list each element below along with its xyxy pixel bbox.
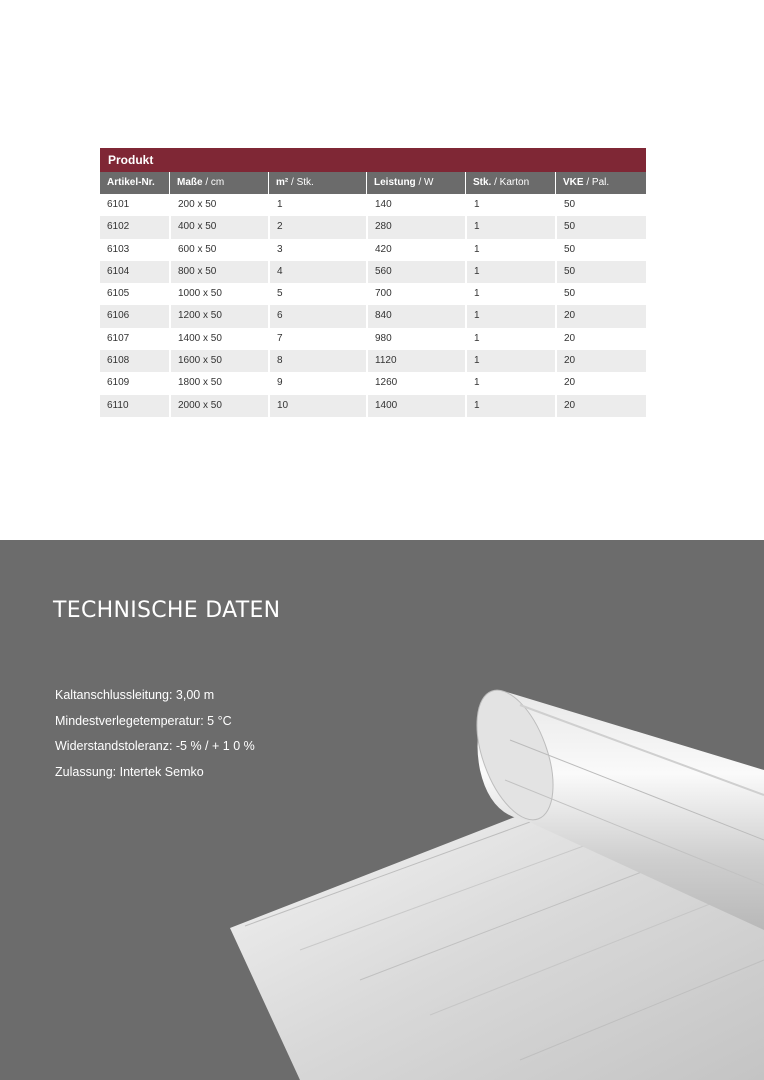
header-per-pallet: VKE / Pal.	[555, 172, 646, 194]
cell-article-no: 6102	[107, 221, 130, 233]
cell-dimensions: 600 x 50	[169, 239, 268, 261]
table-row	[100, 372, 646, 394]
cell-article-no: 6110	[107, 399, 129, 411]
cell-area: 1	[268, 194, 366, 216]
cell-per-carton: 1	[465, 372, 555, 394]
cell-dimensions: 1000 x 50	[169, 283, 268, 305]
cell-article-no: 6106	[107, 310, 130, 322]
cell-power: 840	[366, 305, 465, 327]
cell-area: 8	[268, 350, 366, 372]
table-row	[100, 350, 646, 372]
cell-area: 9	[268, 372, 366, 394]
cell-per-pallet: 20	[555, 305, 646, 327]
cell-per-pallet: 50	[555, 261, 646, 283]
cell-power: 700	[366, 283, 465, 305]
cell-area: 2	[268, 216, 366, 238]
cell-per-carton: 1	[465, 261, 555, 283]
cell-dimensions: 2000 x 50	[169, 395, 268, 417]
cell-article-no: 6104	[107, 265, 130, 277]
cell-power: 980	[366, 328, 465, 350]
cell-per-pallet: 20	[555, 350, 646, 372]
table-row	[100, 261, 646, 283]
table-header-row	[100, 172, 646, 194]
cell-area: 3	[268, 239, 366, 261]
table-title: Produkt	[100, 148, 646, 172]
cell-dimensions: 1400 x 50	[169, 328, 268, 350]
cell-dimensions: 200 x 50	[169, 194, 268, 216]
cell-per-pallet: 20	[555, 328, 646, 350]
cell-area: 6	[268, 305, 366, 327]
cell-article-no: 6109	[107, 377, 130, 389]
cell-per-pallet: 50	[555, 216, 646, 238]
header-dimensions: Maße / cm	[169, 172, 268, 194]
cell-article-no: 6105	[107, 288, 130, 300]
section-heading: TECHNISCHE DATEN	[53, 598, 281, 623]
cell-dimensions: 400 x 50	[169, 216, 268, 238]
cell-area: 10	[268, 395, 366, 417]
cell-power: 560	[366, 261, 465, 283]
spec-list	[55, 683, 255, 786]
cell-dimensions: 1600 x 50	[169, 350, 268, 372]
cell-article-no: 6107	[107, 332, 130, 344]
spec-approval: Zulassung: Intertek Semko	[55, 765, 204, 780]
spec-cold-lead: Kaltanschlussleitung: 3,00 m	[55, 688, 215, 702]
cell-area: 4	[268, 261, 366, 283]
cell-power: 280	[366, 216, 465, 238]
header-article-no: Artikel-Nr.	[107, 177, 155, 188]
table-row	[100, 216, 646, 238]
cell-article-no: 6108	[107, 355, 130, 367]
table-row	[100, 395, 646, 417]
cell-area: 5	[268, 283, 366, 305]
cell-power: 1120	[366, 350, 465, 372]
cell-dimensions: 1200 x 50	[169, 305, 268, 327]
header-power: Leistung / W	[366, 172, 465, 194]
cell-per-carton: 1	[465, 350, 555, 372]
table-row	[100, 239, 646, 261]
technical-data-section	[0, 540, 764, 1080]
table-row	[100, 194, 646, 216]
cell-per-carton: 1	[465, 283, 555, 305]
cell-per-pallet: 20	[555, 372, 646, 394]
table-row	[100, 305, 646, 327]
cell-power: 1400	[366, 395, 465, 417]
cell-dimensions: 800 x 50	[169, 261, 268, 283]
table-row	[100, 283, 646, 305]
header-per-carton: Stk. / Karton	[465, 172, 555, 194]
product-table	[100, 148, 646, 417]
cell-article-no: 6103	[107, 243, 130, 255]
cell-power: 140	[366, 194, 465, 216]
cell-power: 420	[366, 239, 465, 261]
cell-dimensions: 1800 x 50	[169, 372, 268, 394]
table-row	[100, 328, 646, 350]
spec-resistance-tolerance: Widerstandstoleranz: -5 % / + 1 0 %	[55, 739, 255, 754]
table-body	[100, 194, 646, 417]
cell-power: 1260	[366, 372, 465, 394]
cell-per-carton: 1	[465, 216, 555, 238]
cell-per-pallet: 50	[555, 194, 646, 216]
cell-per-pallet: 20	[555, 395, 646, 417]
cell-per-carton: 1	[465, 305, 555, 327]
cell-per-carton: 1	[465, 395, 555, 417]
cell-per-pallet: 50	[555, 239, 646, 261]
cell-per-carton: 1	[465, 239, 555, 261]
spec-min-install-temp: Mindestverlegetemperatur: 5 °C	[55, 713, 232, 728]
cell-per-carton: 1	[465, 328, 555, 350]
cell-per-pallet: 50	[555, 283, 646, 305]
cell-article-no: 6101	[107, 199, 130, 210]
cell-per-carton: 1	[465, 194, 555, 216]
cell-area: 7	[268, 328, 366, 350]
header-area: m² / Stk.	[268, 172, 366, 194]
